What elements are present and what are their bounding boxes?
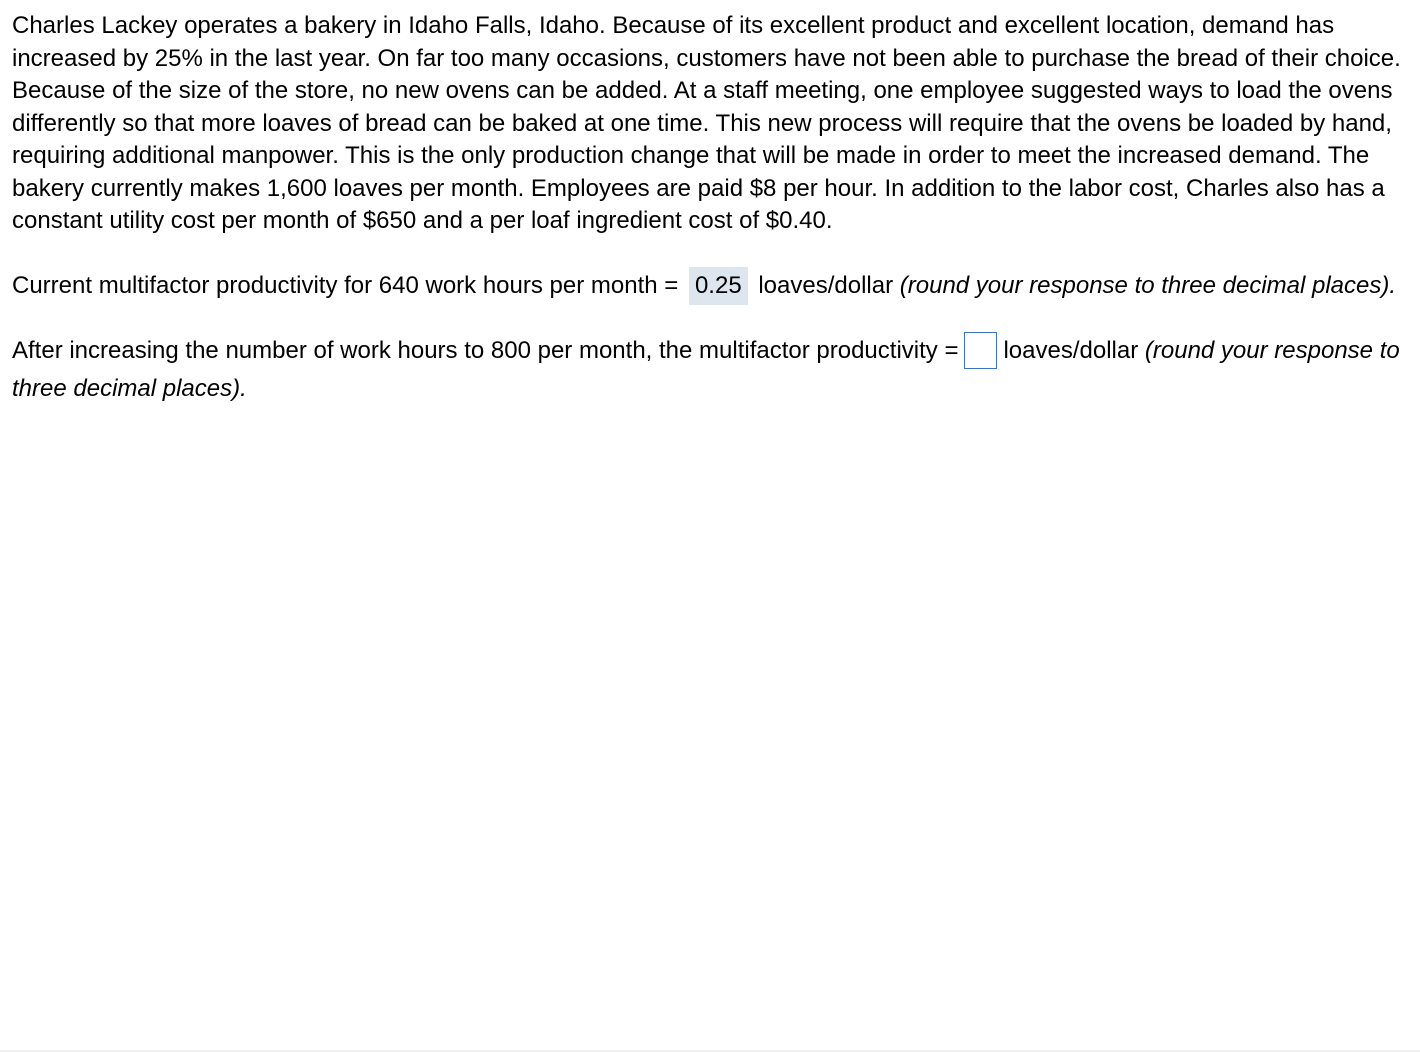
- question1-hint: (round your response to three decimal places).: [899, 271, 1397, 299]
- question2-unit: loaves/dollar: [1003, 336, 1139, 364]
- question-content: [12, 10, 1408, 408]
- question-new-productivity: [12, 332, 1408, 408]
- problem-statement: Charles Lackey operates a bakery in Idaho Falls, Idaho. Because of its excellent product and excellent location, demand has increased by 25% in the last year. On far too many occasions, customers have not been able to purchase the bread of their choice. Because of the size of the store, no new ovens can be added. At a staff meeting, one employee suggested ways to load the ovens differently so that more loaves of bread can be baked at one time. This new process will require that the ovens be loaded by hand, requiring additional manpower. This is the only production change that will be made in order to meet the increased demand. The bakery currently makes 1,600 loaves per month. Employees are paid $8 per hour. In addition to the labor cost, Charles also has a constant utility cost per month of $650 and a per loaf ingredient cost of $0.40.: [12, 12, 1401, 234]
- current-productivity-answer[interactable]: 0.25: [689, 267, 748, 305]
- question1-prefix: Current multifactor productivity for 640 work hours per month =: [12, 271, 679, 299]
- new-productivity-input[interactable]: [964, 332, 997, 369]
- question2-hint: (round your response to three decimal places).: [12, 336, 1400, 402]
- question2-prefix: After increasing the number of work hours to 800 per month, the multifactor productivity =: [12, 336, 959, 364]
- question-current-productivity: [12, 267, 1408, 305]
- question1-unit: loaves/dollar: [758, 271, 894, 299]
